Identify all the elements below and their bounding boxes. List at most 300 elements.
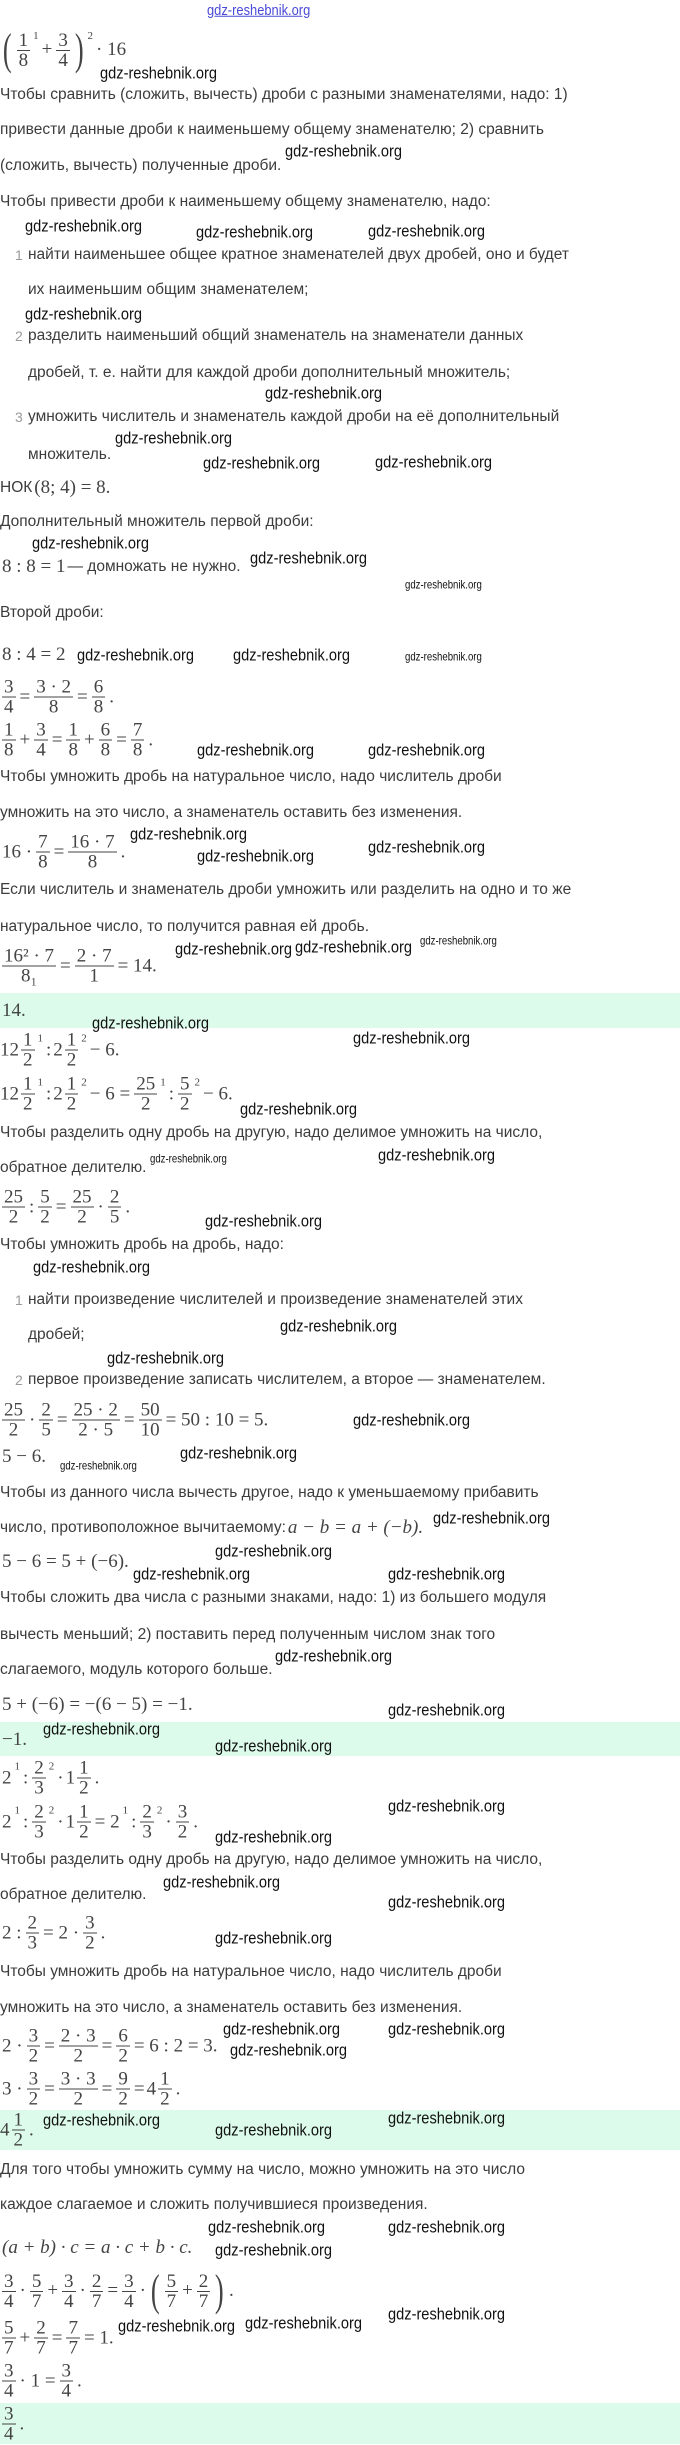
fraction — [27, 2027, 41, 2066]
fraction — [134, 1075, 157, 1114]
numerator: 9 — [118, 2068, 128, 2090]
fraction — [34, 678, 73, 717]
denominator: 2 — [28, 2045, 39, 2067]
numerator: 3 — [58, 29, 68, 51]
denominator: 8 — [93, 696, 104, 718]
denominator: 3 — [34, 1821, 44, 1843]
denominator: 2 — [85, 1932, 95, 1954]
formula: (a + b) · c = a · c + b · c. — [2, 2237, 193, 2258]
denominator: 8 — [38, 851, 48, 873]
step-order-number: 2 — [81, 1032, 87, 1045]
fraction — [176, 1803, 190, 1842]
paragraph-line: привести данные дроби к наименьшему общему знаменателю; 2) сравнить — [0, 121, 544, 138]
denominator: 3 — [142, 1821, 152, 1843]
numerator: 1 — [23, 1073, 33, 1095]
math-text: . — [120, 841, 126, 862]
fraction — [36, 833, 50, 872]
list-item-cont — [0, 279, 680, 301]
numerator: 3 — [4, 2403, 14, 2425]
fraction — [2, 2405, 16, 2444]
watermark: gdz-reshebnik.org — [60, 1458, 137, 1473]
watermark: gdz-reshebnik.org — [275, 1646, 393, 1666]
watermark: gdz-reshebnik.org — [215, 1736, 333, 1756]
watermark: gdz-reshebnik.org — [130, 824, 248, 844]
whole-part: 12 — [0, 1083, 19, 1104]
step-order-number: 2 — [87, 30, 94, 42]
mixed-number — [66, 1759, 93, 1798]
math-text: = 1. — [83, 2327, 114, 2348]
watermark: gdz-reshebnik.org — [150, 1151, 227, 1166]
whole-part: 2 — [53, 1083, 63, 1104]
math-text: (8; 4) = 8. — [34, 477, 111, 498]
fraction — [62, 2272, 76, 2311]
fraction — [27, 2070, 41, 2109]
watermark: gdz-reshebnik.org — [368, 740, 486, 760]
math-text: = — [123, 1409, 135, 1430]
fraction — [108, 1188, 122, 1227]
paragraph-line: Чтобы из данного числа вычесть другое, надо к уменьшаемому прибавить — [0, 1484, 539, 1501]
list-item — [0, 325, 680, 347]
numerator: 6 — [93, 676, 104, 698]
big-parenthesis: ) — [215, 2266, 225, 2315]
math-text: 8 : 8 = 1 — [2, 556, 66, 577]
whole-part: 1 — [65, 1767, 76, 1788]
numerator: 7 — [132, 719, 143, 741]
numerator: 1 — [13, 2109, 23, 2131]
fraction — [32, 1759, 46, 1798]
fraction — [139, 1401, 162, 1440]
watermark: gdz-reshebnik.org — [25, 216, 143, 236]
math-text: · — [79, 2280, 86, 2301]
fraction — [165, 2272, 179, 2311]
fraction — [12, 2111, 26, 2150]
denominator: 2 — [73, 2045, 83, 2067]
watermark: gdz-reshebnik.org — [163, 1872, 281, 1892]
fraction — [116, 2027, 130, 2066]
inline-text: — домножать не нужно. — [67, 558, 241, 575]
fraction — [131, 721, 145, 760]
watermark: gdz-reshebnik.org — [388, 1564, 506, 1584]
watermark: gdz-reshebnik.org — [197, 740, 315, 760]
denominator: 4 — [58, 49, 68, 71]
numerator: 7 — [68, 2317, 78, 2339]
numerator: 1 — [68, 719, 78, 741]
denominator: 4 — [124, 2290, 134, 2312]
math-text: = — [44, 2078, 55, 2099]
numerator: 3 — [4, 676, 14, 698]
numerator: 2 — [198, 2270, 209, 2292]
math-text: = — [51, 729, 63, 750]
denominator: 8 — [87, 851, 98, 873]
math-text: . — [100, 1922, 106, 1943]
denominator: 8 — [48, 696, 59, 718]
math-line — [0, 2266, 236, 2315]
denominator: 2 — [73, 2088, 83, 2110]
fraction — [140, 1803, 154, 1842]
fraction — [66, 721, 80, 760]
watermark: gdz-reshebnik.org — [100, 63, 218, 83]
mixed-number — [66, 1803, 93, 1842]
numerator: 2 — [36, 2317, 46, 2339]
denominator: 10 — [140, 1419, 160, 1441]
denominator: 2 — [118, 2045, 128, 2067]
paragraph-line: (сложить, вычесть) полученные дроби. — [0, 157, 282, 174]
denominator: 2 — [79, 1821, 89, 1843]
math-text: 16 · — [2, 841, 33, 862]
numerator: 25 — [136, 1073, 156, 1095]
denominator: 2 — [66, 1093, 77, 1115]
numerator: 3 — [4, 2360, 14, 2382]
formula: a − b = a + (−b). — [287, 1517, 424, 1538]
math-text: = — [56, 1409, 68, 1430]
denominator: 7 — [166, 2290, 177, 2312]
fraction — [59, 2027, 98, 2066]
denominator: 2 — [140, 1093, 151, 1115]
math-line — [0, 833, 127, 872]
math-text: 5 + (−6) = −(6 − 5) = −1. — [2, 1694, 193, 1715]
denominator: 4 — [4, 2380, 14, 2402]
math-line — [0, 1075, 235, 1114]
math-text: · — [19, 2280, 26, 2301]
math-line — [0, 2319, 116, 2358]
math-line — [0, 2362, 84, 2401]
denominator: 5 — [41, 1419, 51, 1441]
denominator: 4 — [36, 739, 46, 761]
mixed-number — [53, 1031, 80, 1070]
watermark: gdz-reshebnik.org — [196, 222, 314, 242]
fraction — [2, 1188, 25, 1227]
numerator: 25 — [4, 1186, 23, 1208]
math-text: · — [139, 2280, 146, 2301]
denominator: 7 — [198, 2290, 209, 2312]
numerator: 3 — [4, 2270, 14, 2292]
denominator: 4 — [4, 2290, 14, 2312]
whole-part: 1 — [65, 1811, 76, 1832]
paragraph-line: каждое слагаемое и сложить получившиеся произведения. — [0, 2196, 428, 2213]
list-text: множитель. — [28, 446, 112, 463]
numerator: 3 — [61, 2360, 72, 2382]
math-line — [0, 1551, 131, 1573]
step-order-number: 2 — [48, 1804, 55, 1817]
math-text: = — [44, 2035, 55, 2056]
paragraph-line: Чтобы сравнить (сложить, вычесть) дроби с разными знаменателями, надо: 1) — [0, 86, 568, 103]
watermark: gdz-reshebnik.org — [375, 452, 493, 472]
math-text: . — [109, 686, 115, 707]
watermark: gdz-reshebnik.org — [215, 1541, 333, 1561]
numerator: 1 — [4, 719, 14, 741]
denominator: 3 — [27, 1932, 38, 1954]
watermark: gdz-reshebnik.org — [215, 2240, 333, 2260]
paragraph-line: Дополнительный множитель первой дроби: — [0, 513, 314, 530]
watermark: gdz-reshebnik.org — [203, 453, 321, 473]
list-item — [0, 406, 680, 428]
denominator: 8 — [100, 739, 111, 761]
fraction — [90, 2272, 104, 2311]
watermark: gdz-reshebnik.org — [388, 2304, 506, 2324]
list-text: их наименьшим общим знаменателем; — [28, 281, 309, 298]
math-text: + — [41, 39, 53, 60]
denominator: 7 — [4, 2337, 14, 2359]
math-text: = — [53, 841, 65, 862]
numerator: 2 — [142, 1801, 152, 1823]
math-text: . — [125, 1196, 131, 1217]
fraction — [2, 1401, 25, 1440]
numerator: 3 — [28, 2025, 39, 2047]
numerator: 3 — [124, 2270, 134, 2292]
fraction — [116, 2070, 130, 2109]
paragraph-line: Чтобы умножить дробь на натуральное число, надо числитель дроби — [0, 1963, 502, 1980]
paragraph-line: натуральное число, то получится равная ей дробь. — [0, 918, 370, 935]
math-text: · — [165, 1811, 172, 1832]
numerator: 25 · 2 — [73, 1399, 118, 1421]
whole-part: 12 — [0, 1039, 19, 1060]
paragraph-line-math — [0, 1517, 425, 1539]
math-text: + — [83, 729, 95, 750]
numerator: 2 · 7 — [76, 945, 112, 967]
math-line — [0, 2237, 194, 2259]
fraction — [122, 2272, 136, 2311]
whole-part: 2 — [53, 1039, 63, 1060]
math-line — [0, 556, 241, 578]
math-text: : — [46, 1039, 52, 1060]
watermark: gdz-reshebnik.org — [388, 1892, 506, 1912]
numerator: 2 — [34, 1757, 44, 1779]
math-text: 8 : 4 = 2 — [2, 644, 66, 665]
math-text: . — [175, 2078, 181, 2099]
big-parenthesis: ) — [74, 25, 84, 74]
denominator: 2 — [79, 1777, 89, 1799]
math-text: −1. — [2, 1729, 27, 1750]
fraction — [2, 721, 16, 760]
denominator: 2 — [66, 1049, 77, 1071]
numerator: 25 — [72, 1186, 92, 1208]
math-text: + — [19, 2327, 31, 2348]
math-line — [0, 1803, 200, 1842]
math-text: − 6. — [203, 1083, 233, 1104]
numerator: 1 — [160, 2068, 170, 2090]
denominator: 7 — [68, 2337, 78, 2359]
denominator: 7 — [36, 2337, 46, 2359]
numerator: 50 — [140, 1399, 160, 1421]
math-text: = — [60, 955, 71, 976]
big-parenthesis: ( — [150, 2266, 160, 2315]
step-order-number: 1 — [14, 1760, 20, 1773]
list-text: разделить наименьший общий знаменатель на знаменатели данных — [28, 327, 524, 344]
watermark: gdz-reshebnik.org — [133, 1564, 251, 1584]
numerator: 1 — [66, 1029, 77, 1051]
task-expression — [0, 1446, 48, 1468]
task-expression — [0, 1031, 122, 1070]
math-text: = — [101, 2078, 113, 2099]
numerator: 3 · 3 — [60, 2068, 96, 2090]
math-line — [0, 644, 68, 666]
denominator: 8 — [18, 49, 29, 71]
fraction — [30, 2272, 44, 2311]
denominator: 2 — [23, 1093, 33, 1115]
watermark: gdz-reshebnik.org — [92, 1013, 210, 1033]
math-text: · — [29, 1409, 36, 1430]
numerator: 1 — [79, 1757, 89, 1779]
math-text: : — [46, 1083, 52, 1104]
math-text: · 16 — [96, 39, 127, 60]
math-text: · — [57, 1767, 64, 1788]
watermark: gdz-reshebnik.org — [215, 1928, 333, 1948]
numerator: 2 — [27, 1912, 38, 1934]
math-text: = — [51, 2327, 63, 2348]
watermark: gdz-reshebnik.org — [388, 1700, 506, 1720]
mixed-number — [147, 2070, 174, 2109]
paragraph-line: Чтобы разделить одну дробь на другую, надо делимое умножить на число, — [0, 1124, 543, 1141]
math-line — [0, 2070, 182, 2109]
list-text: дробей, т. е. найти для каждой дроби дополнительный множитель; — [28, 364, 511, 381]
fraction — [77, 1803, 91, 1842]
step-order-number: 1 — [37, 1032, 43, 1045]
denominator: 2 — [180, 1093, 190, 1115]
math-text: 3 · — [2, 2078, 23, 2099]
list-item-cont — [0, 444, 680, 466]
math-text: = — [55, 1196, 67, 1217]
watermark: gdz-reshebnik.org — [388, 2108, 506, 2128]
task-expression — [0, 1759, 101, 1798]
paragraph-line: Чтобы привести дроби к наименьшему общему знаменателю, надо: — [0, 193, 491, 210]
watermark: gdz-reshebnik.org — [378, 1145, 496, 1165]
fraction — [34, 721, 48, 760]
watermark: gdz-reshebnik.org — [175, 939, 293, 959]
list-text: найти произведение числителей и произведение знаменателей этих — [28, 1291, 523, 1308]
math-text: = 2 — [94, 1811, 120, 1832]
math-text: 14. — [2, 1000, 26, 1021]
math-text: = — [101, 2035, 113, 2056]
math-text: . — [228, 2280, 234, 2301]
numerator: 5 — [40, 1186, 50, 1208]
paragraph-line: Чтобы умножить дробь на натуральное число, надо числитель дроби — [0, 768, 502, 785]
watermark: gdz-reshebnik.org — [280, 1316, 398, 1336]
watermark: gdz-reshebnik.org — [32, 533, 150, 553]
math-text: = — [133, 2078, 145, 2099]
numerator: 16² · 7 — [4, 945, 55, 967]
math-text: = 50 : 10 = 5. — [165, 1409, 269, 1430]
paragraph-line: вычесть меньший; 2) поставить перед полученным числом знак того — [0, 1626, 496, 1643]
fraction — [75, 947, 114, 986]
denominator: 2 · 5 — [78, 1419, 114, 1441]
paragraph-line: Если числитель и знаменатель дроби умножить или разделить на одно и то же — [0, 881, 572, 898]
list-text: умножить числитель и знаменатель каждой дроби на её дополнительный — [28, 408, 560, 425]
numerator: 3 — [85, 1912, 95, 1934]
list-number: 2 — [15, 328, 23, 344]
denominator: 7 — [91, 2290, 102, 2312]
math-text: + — [47, 2280, 59, 2301]
list-number: 1 — [15, 247, 23, 263]
watermark: gdz-reshebnik.org — [223, 2019, 341, 2039]
numerator: 3 — [177, 1801, 188, 1823]
fraction — [178, 1075, 192, 1114]
math-text: + — [182, 2280, 193, 2301]
numerator: 7 — [38, 831, 48, 853]
watermark: gdz-reshebnik.org — [285, 141, 403, 161]
numerator: 1 — [18, 29, 29, 51]
mixed-number — [53, 1075, 80, 1114]
answer — [0, 1000, 28, 1022]
step-order-number: 2 — [48, 1760, 55, 1773]
watermark: gdz-reshebnik.org — [245, 2313, 363, 2333]
denominator: 4 — [4, 696, 14, 718]
math-line — [0, 678, 116, 717]
math-text: + — [19, 729, 31, 750]
watermark: gdz-reshebnik.org — [25, 304, 143, 324]
step-order-number: 1 — [160, 1076, 166, 1089]
math-text: = — [19, 686, 31, 707]
watermark: gdz-reshebnik.org — [405, 577, 482, 592]
whole-part: 4 — [146, 2078, 157, 2099]
watermark: gdz-reshebnik.org — [368, 837, 486, 857]
paragraph-line: слагаемого, модуль которого больше. — [0, 1661, 273, 1678]
math-line — [0, 1401, 270, 1440]
watermark: gdz-reshebnik.org — [250, 548, 368, 568]
watermark: gdz-reshebnik.org — [233, 645, 351, 665]
step-order-number: 1 — [33, 30, 39, 42]
list-text: первое произведение записать числителем, а второе — знаменателем. — [28, 1371, 546, 1388]
denominator: 2 — [23, 1049, 33, 1071]
numerator: 5 — [31, 2270, 42, 2292]
fraction — [21, 1031, 35, 1070]
denominator: 2 — [40, 1206, 50, 1228]
paragraph-line: умножить на это число, а знаменатель оставить без изменения. — [0, 804, 463, 821]
step-order-number: 1 — [122, 1804, 129, 1817]
fraction — [77, 1759, 91, 1798]
watermark: gdz-reshebnik.org — [43, 1719, 161, 1739]
numerator: 2 — [109, 1186, 120, 1208]
math-text: 2 — [2, 1767, 12, 1788]
fraction — [60, 2362, 74, 2401]
math-text: · — [57, 1811, 64, 1832]
fraction — [65, 1075, 79, 1114]
denominator: 8 — [4, 739, 14, 761]
numerator: 3 · 2 — [36, 676, 72, 698]
denominator: 4 — [61, 2380, 72, 2402]
denominator: 2 — [177, 1821, 188, 1843]
math-text: 2 · — [2, 2035, 23, 2056]
math-text: . — [29, 2119, 34, 2140]
numerator: 3 — [28, 2068, 39, 2090]
list-text: дробей; — [28, 1326, 85, 1343]
watermark: gdz-reshebnik.org — [240, 1099, 358, 1119]
inline-text: число, противоположное вычитаемому: — [0, 1519, 286, 1536]
list-number: 3 — [15, 409, 23, 425]
math-text: . — [193, 1811, 198, 1832]
math-line — [0, 1914, 107, 1953]
watermark: gdz-reshebnik.org — [353, 1410, 471, 1430]
list-item — [0, 244, 680, 266]
list-text: найти наименьшее общее кратное знаменателей двух дробей, оно и будет — [28, 246, 569, 263]
math-text: 2 — [2, 1811, 12, 1832]
paragraph-line: Чтобы сложить два числа с разными знаками, надо: 1) из большего модуля — [0, 1589, 547, 1606]
denominator: 8 — [132, 739, 143, 761]
watermark: gdz-reshebnik.org — [215, 1827, 333, 1847]
numerator: 6 — [100, 719, 111, 741]
fraction — [26, 1914, 40, 1953]
math-text: 5 − 6 = 5 + (−6). — [2, 1551, 129, 1572]
fraction — [2, 2362, 16, 2401]
numerator: 2 · 3 — [60, 2025, 96, 2047]
fraction — [59, 2070, 98, 2109]
watermark: gdz-reshebnik.org — [205, 1211, 323, 1231]
math-text: − 6 = — [89, 1083, 131, 1104]
big-parenthesis: ( — [2, 25, 12, 74]
watermark: gdz-reshebnik.org — [208, 2217, 326, 2237]
paragraph-line: Чтобы разделить одну дробь на другую, надо делимое умножить на число, — [0, 1851, 543, 1868]
watermark: gdz-reshebnik.org — [43, 2110, 161, 2130]
watermark: gdz-reshebnik.org — [353, 1028, 471, 1048]
